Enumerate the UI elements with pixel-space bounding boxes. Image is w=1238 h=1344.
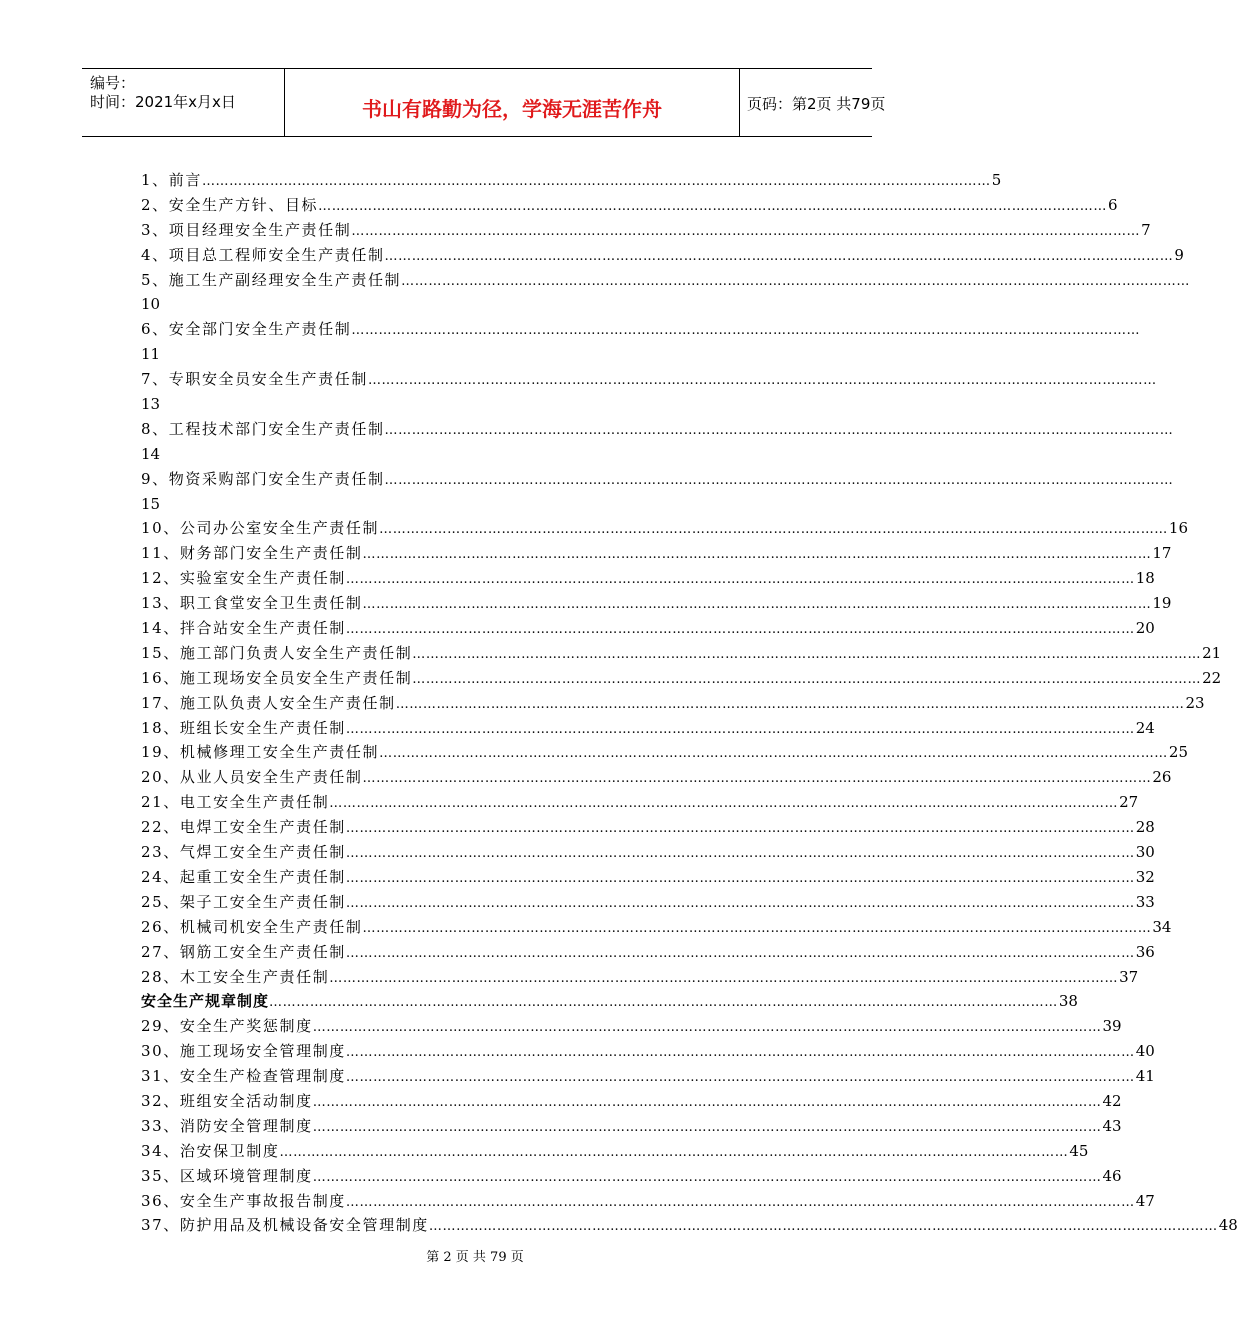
toc-entry[interactable]: [141, 616, 1155, 641]
toc-entry-title: 18、班组长安全生产责任制: [141, 718, 346, 737]
toc-entry[interactable]: [141, 691, 1205, 716]
toc-entry-title: 4、项目总工程师安全生产责任制: [141, 245, 385, 264]
toc-entry[interactable]: [141, 168, 1002, 193]
toc-entry-page: 33: [1135, 892, 1155, 911]
toc-dot-leader: …………………………………………………………………………………………………………………………………………………………: [384, 248, 1174, 264]
toc-entry[interactable]: [141, 1139, 1089, 1164]
toc-entry-page: 38: [1058, 992, 1078, 1011]
toc-dot-leader: …………………………………………………………………………………………………………………………………………………………: [345, 821, 1135, 837]
toc-entry[interactable]: [141, 541, 1172, 566]
toc-entry-title: 32、班组安全活动制度: [141, 1091, 313, 1110]
toc-dot-leader: …………………………………………………………………………………………………………………………………………………………: [345, 945, 1135, 961]
toc-entry-title: 22、电焊工安全生产责任制: [141, 818, 346, 837]
toc-entry[interactable]: [141, 940, 1155, 965]
toc-entry[interactable]: [141, 965, 1139, 990]
toc-dot-leader: …………………………………………………………………………………………………………………………………………………………: [345, 870, 1135, 886]
toc-entry[interactable]: [141, 840, 1155, 865]
toc-entry-title: 26、机械司机安全生产责任制: [141, 917, 363, 936]
toc-dot-leader: …………………………………………………………………………………………………………………………………………………………: [362, 920, 1152, 936]
toc-entry-page: 48: [1218, 1216, 1238, 1235]
toc-entry[interactable]: [141, 268, 1190, 293]
toc-entry-title: 6、安全部门安全生产责任制: [141, 320, 352, 339]
toc-dot-leader: …………………………………………………………………………………………………………………………………………………………: [312, 1169, 1102, 1185]
toc-entry-page: 36: [1135, 942, 1155, 961]
toc-dot-leader: …………………………………………………………………………………………………………………………………………………………: [362, 597, 1152, 613]
toc-entry-title: 27、钢筋工安全生产责任制: [141, 942, 346, 961]
toc-entry[interactable]: [141, 716, 1155, 741]
toc-entry[interactable]: [141, 666, 1222, 691]
toc-entry-page: 11: [141, 345, 161, 364]
toc-dot-leader: …………………………………………………………………………………………………………………………………………………………: [345, 895, 1135, 911]
toc-entry-title: 35、区域环境管理制度: [141, 1166, 313, 1185]
toc-entry-page: 5: [991, 171, 1002, 189]
toc-entry-title: 28、木工安全生产责任制: [141, 967, 330, 986]
toc-entry-title: 1、前言: [141, 171, 202, 189]
toc-dot-leader: …………………………………………………………………………………………………………………………………………………………: [379, 522, 1168, 538]
toc-entry-title: 24、起重工安全生产责任制: [141, 867, 346, 886]
toc-entry[interactable]: [141, 317, 1141, 342]
toc-entry-title: 14、拌合站安全生产责任制: [141, 619, 346, 638]
toc-dot-leader: …………………………………………………………………………………………………………………………………………………………: [312, 1119, 1102, 1135]
toc-dot-leader: …………………………………………………………………………………………………………………………………………………………: [201, 174, 991, 189]
toc-entry-page: 13: [141, 395, 161, 414]
toc-entry[interactable]: [141, 243, 1184, 268]
toc-entry[interactable]: [141, 765, 1172, 790]
toc-dot-leader: …………………………………………………………………………………………………………………………………………………………: [329, 796, 1119, 812]
toc-dot-leader: …………………………………………………………………………………………………………………………………………………………: [345, 572, 1135, 588]
toc-entry-title: 5、施工生产副经理安全生产责任制: [141, 270, 402, 289]
toc-entry-page: 14: [141, 444, 161, 463]
toc-entry-title: 10、公司办公室安全生产责任制: [141, 519, 380, 538]
toc-entry-page: 16: [1168, 519, 1188, 538]
toc-entry-title: 29、安全生产奖惩制度: [141, 1017, 313, 1036]
toc-entry-page: 34: [1152, 917, 1172, 936]
toc-entry[interactable]: [141, 467, 1174, 492]
header-page-info: 页码：第2页 共79页: [747, 95, 886, 113]
toc-dot-leader: …………………………………………………………………………………………………………………………………………………………: [345, 846, 1135, 862]
toc-dot-leader: …………………………………………………………………………………………………………………………………………………………: [384, 472, 1174, 488]
toc-entry-page: 22: [1202, 668, 1222, 687]
toc-entry-page: 42: [1102, 1091, 1122, 1110]
toc-entry-title: 3、项目经理安全生产责任制: [141, 220, 352, 239]
toc-dot-leader: …………………………………………………………………………………………………………………………………………………………: [345, 1045, 1135, 1061]
toc-entry[interactable]: [141, 516, 1188, 541]
header-page-cell: [739, 69, 886, 136]
toc-entry-page: 25: [1168, 743, 1188, 762]
toc-entry-page: 19: [1152, 594, 1172, 613]
toc-entry-page: 46: [1102, 1166, 1122, 1185]
toc-dot-leader: …………………………………………………………………………………………………………………………………………………………: [401, 273, 1190, 289]
toc-entry[interactable]: [141, 591, 1172, 616]
toc-entry[interactable]: [141, 1164, 1122, 1189]
toc-entry-page: 6: [1107, 195, 1118, 214]
toc-entry[interactable]: [141, 815, 1155, 840]
toc-entry-page: 21: [1202, 643, 1222, 662]
toc-entry[interactable]: [141, 1189, 1155, 1214]
toc-entry-title: 34、治安保卫制度: [141, 1141, 280, 1160]
toc-dot-leader: …………………………………………………………………………………………………………………………………………………………: [412, 671, 1202, 687]
toc-entry-title: 21、电工安全生产责任制: [141, 793, 330, 812]
toc-entry-title: 9、物资采购部门安全生产责任制: [141, 469, 385, 488]
toc-entry-title: 33、消防安全管理制度: [141, 1116, 313, 1135]
document-date: 时间：2021年x月x日: [90, 93, 236, 111]
toc-dot-leader: …………………………………………………………………………………………………………………………………………………………: [345, 1070, 1135, 1086]
toc-dot-leader: …………………………………………………………………………………………………………………………………………………………: [318, 198, 1107, 214]
toc-entry-title: 20、从业人员安全生产责任制: [141, 768, 363, 787]
toc-dot-leader: …………………………………………………………………………………………………………………………………………………………: [345, 1194, 1135, 1210]
toc-entry-page: 40: [1135, 1042, 1155, 1061]
toc-entry-title: 16、施工现场安全员安全生产责任制: [141, 668, 413, 687]
header-motto: 书山有路勤为径，学海无涯苦作舟: [362, 97, 662, 121]
toc-entry-title: 25、架子工安全生产责任制: [141, 892, 346, 911]
toc-entry[interactable]: [141, 641, 1222, 666]
toc-dot-leader: …………………………………………………………………………………………………………………………………………………………: [279, 1144, 1069, 1160]
table-of-contents: [141, 168, 1238, 1238]
toc-dot-leader: …………………………………………………………………………………………………………………………………………………………: [379, 746, 1168, 762]
toc-entry[interactable]: [141, 367, 1157, 392]
toc-entry-page: 24: [1135, 718, 1155, 737]
toc-entry-title: 7、专职安全员安全生产责任制: [141, 370, 368, 389]
toc-entry[interactable]: [141, 218, 1151, 243]
toc-entry[interactable]: [141, 915, 1172, 940]
toc-entry[interactable]: [141, 989, 1078, 1014]
toc-entry-title: 12、实验室安全生产责任制: [141, 569, 346, 588]
toc-entry[interactable]: [141, 1089, 1122, 1114]
toc-entry-title: 19、机械修理工安全生产责任制: [141, 743, 380, 762]
toc-entry-title: 11、财务部门安全生产责任制: [141, 544, 363, 563]
toc-entry-page: 17: [1152, 544, 1172, 563]
toc-entry[interactable]: [141, 1064, 1155, 1089]
toc-entry-page: 43: [1102, 1116, 1122, 1135]
toc-dot-leader: …………………………………………………………………………………………………………………………………………………………: [351, 323, 1141, 339]
toc-entry[interactable]: [141, 740, 1188, 765]
toc-entry-page: 30: [1135, 843, 1155, 862]
toc-entry-page: 47: [1135, 1191, 1155, 1210]
document-number-label: 编号：: [90, 74, 136, 92]
toc-entry[interactable]: [141, 1039, 1155, 1064]
toc-entry-page: 32: [1135, 867, 1155, 886]
toc-dot-leader: …………………………………………………………………………………………………………………………………………………………: [269, 995, 1058, 1011]
toc-dot-leader: …………………………………………………………………………………………………………………………………………………………: [312, 1020, 1102, 1036]
toc-dot-leader: …………………………………………………………………………………………………………………………………………………………: [367, 373, 1157, 389]
toc-dot-leader: …………………………………………………………………………………………………………………………………………………………: [412, 646, 1202, 662]
toc-entry-page: 7: [1141, 220, 1151, 239]
toc-entry-title: 15、施工部门负责人安全生产责任制: [141, 643, 413, 662]
toc-entry-title: 31、安全生产检查管理制度: [141, 1067, 346, 1086]
toc-dot-leader: …………………………………………………………………………………………………………………………………………………………: [312, 1094, 1102, 1110]
page-footer: 第 2 页 共 79 页: [426, 1250, 524, 1265]
toc-entry-page: 10: [141, 295, 161, 314]
toc-entry-page: 18: [1135, 569, 1155, 588]
toc-entry-title: 13、职工食堂安全卫生责任制: [141, 594, 363, 613]
toc-entry-title: 23、气焊工安全生产责任制: [141, 843, 346, 862]
toc-dot-leader: …………………………………………………………………………………………………………………………………………………………: [345, 622, 1135, 638]
toc-entry-page: 23: [1185, 693, 1205, 712]
toc-entry-page: 45: [1069, 1141, 1089, 1160]
toc-entry-title: 37、防护用品及机械设备安全管理制度: [141, 1216, 429, 1235]
toc-entry-title: 30、施工现场安全管理制度: [141, 1042, 346, 1061]
toc-entry[interactable]: [141, 193, 1118, 218]
toc-entry-page: 20: [1135, 619, 1155, 638]
toc-entry[interactable]: [141, 566, 1155, 591]
toc-entry[interactable]: [141, 1213, 1238, 1238]
header-meta-cell: [82, 69, 284, 136]
toc-entry-title: 8、工程技术部门安全生产责任制: [141, 419, 385, 438]
toc-dot-leader: …………………………………………………………………………………………………………………………………………………………: [384, 422, 1174, 438]
toc-entry-title: 17、施工队负责人安全生产责任制: [141, 693, 396, 712]
toc-entry-page: 41: [1135, 1067, 1155, 1086]
toc-entry-page: 28: [1135, 818, 1155, 837]
toc-dot-leader: …………………………………………………………………………………………………………………………………………………………: [362, 547, 1152, 563]
toc-dot-leader: …………………………………………………………………………………………………………………………………………………………: [351, 223, 1141, 239]
toc-entry-page: 27: [1119, 793, 1139, 812]
toc-entry-title: 安全生产规章制度: [141, 992, 270, 1011]
toc-entry-page: 9: [1174, 245, 1184, 264]
toc-entry[interactable]: [141, 865, 1155, 890]
toc-entry-page: 39: [1102, 1017, 1122, 1036]
toc-entry-title: 36、安全生产事故报告制度: [141, 1191, 346, 1210]
toc-entry[interactable]: [141, 790, 1139, 815]
document-header: [82, 68, 886, 137]
header-motto-cell: [284, 69, 740, 136]
toc-entry-page: 26: [1152, 768, 1172, 787]
toc-entry-page: 37: [1119, 967, 1139, 986]
toc-dot-leader: …………………………………………………………………………………………………………………………………………………………: [362, 771, 1152, 787]
toc-entry-page: 15: [141, 494, 161, 513]
toc-entry[interactable]: [141, 417, 1174, 442]
toc-dot-leader: …………………………………………………………………………………………………………………………………………………………: [428, 1219, 1218, 1235]
toc-entry[interactable]: [141, 1114, 1122, 1139]
toc-entry-title: 2、安全生产方针、目标: [141, 195, 319, 214]
toc-entry[interactable]: [141, 1014, 1122, 1039]
toc-dot-leader: …………………………………………………………………………………………………………………………………………………………: [395, 696, 1185, 712]
toc-entry[interactable]: [141, 890, 1155, 915]
toc-dot-leader: …………………………………………………………………………………………………………………………………………………………: [329, 970, 1119, 986]
toc-dot-leader: …………………………………………………………………………………………………………………………………………………………: [345, 721, 1135, 737]
